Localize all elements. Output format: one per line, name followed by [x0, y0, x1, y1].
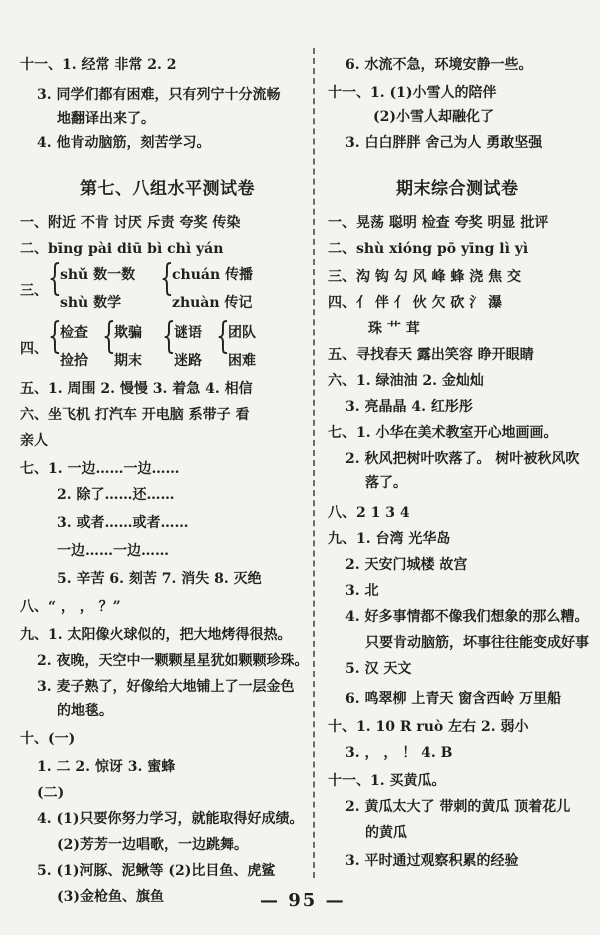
answer-line: 5. (1)河豚、泥鳅等 (2)比目鱼、虎鲨 — [37, 863, 276, 879]
answer-line: 3. 或者……或者…… — [57, 515, 189, 531]
answer-line: 期末 — [114, 353, 142, 369]
answer-line: 的黄瓜 — [365, 825, 407, 841]
answer-line: (2)小雪人却融化了 — [373, 109, 494, 125]
answer-line: 三、沟 钩 勾 风 峰 蜂 浇 焦 交 — [328, 269, 521, 285]
brace-icon: { — [48, 258, 62, 299]
answer-line: shǔ 数一数 — [60, 267, 136, 283]
answer-line: 3. 北 — [345, 583, 379, 599]
answer-line: 只要肯动脑筋，坏事往往能变成好事 — [365, 635, 589, 651]
answer-line: 迷路 — [174, 353, 202, 369]
answer-line: 3. 麦子熟了，好像给大地铺上了一层金色 — [37, 679, 295, 695]
answer-line: 2. 秋风把树叶吹落了。 树叶被秋风吹 — [345, 451, 580, 467]
answer-line: (二) — [37, 785, 65, 801]
answer-line: 3. 亮晶晶 4. 红彤彤 — [345, 399, 473, 415]
answer-line: 珠 艹 茸 — [368, 321, 420, 337]
answer-line: 地翻译出来了。 — [57, 111, 155, 127]
section-title: 期末综合测试卷 — [396, 179, 519, 199]
page-number: — 95 — — [260, 890, 346, 911]
answer-line: 二、bīng pài diū bì chì yán — [20, 241, 224, 257]
answer-line: 一、晃荡 聪明 检查 夸奖 明显 批评 — [328, 215, 549, 231]
answer-line: 3. 同学们都有困难，只有列宁十分流畅 — [37, 87, 281, 103]
answer-line: 八、2 1 3 4 — [328, 505, 410, 521]
answer-line: 一边……一边…… — [57, 543, 169, 559]
answer-line: 一、附近 不肯 讨厌 斥责 夸奖 传染 — [20, 215, 241, 231]
answer-line: 落了。 — [365, 475, 407, 491]
answer-line: 2. 夜晚，天空中一颗颗星星犹如颗颗珍珠。 — [37, 653, 309, 669]
answer-label: 四、 — [20, 341, 48, 357]
brace-icon: { — [162, 316, 176, 357]
answer-line: 六、坐飞机 打汽车 开电脑 系带子 看 — [20, 407, 250, 423]
brace-icon: { — [160, 258, 174, 299]
answer-line: 2. 黄瓜太大了 带刺的黄瓜 顶着花儿 — [345, 799, 571, 815]
section-title: 第七、八组水平测试卷 — [80, 179, 255, 199]
answer-line: 十一、1. (1)小雪人的陪伴 — [328, 85, 497, 101]
answer-line: 团队 — [228, 325, 256, 341]
answer-line: 2. 天安门城楼 故宫 — [345, 557, 468, 573]
answer-line: 十一、1. 买黄瓜。 — [328, 773, 446, 789]
answer-line: 欺骗 — [114, 325, 142, 341]
answer-line: 七、1. 一边……一边…… — [20, 461, 180, 477]
answer-line: 十、(一) — [20, 731, 76, 747]
brace-icon: { — [102, 316, 116, 357]
answer-line: 的地毯。 — [57, 703, 113, 719]
answer-line: 3. 平时通过观察积累的经验 — [345, 853, 519, 869]
answer-line: 4. 他肯动脑筋，刻苦学习。 — [37, 135, 211, 151]
answer-line: 5. 辛苦 6. 刻苦 7. 消失 8. 灭绝 — [57, 571, 262, 587]
answer-line: 七、1. 小华在美术教室开心地画画。 — [328, 425, 558, 441]
answer-line: 八、“ ， ， ？” — [20, 599, 121, 615]
brace-icon: { — [48, 316, 62, 357]
answer-line: 九、1. 台湾 光华岛 — [328, 531, 451, 547]
answer-line: 十、1. 10 R ruò 左右 2. 弱小 — [328, 719, 529, 735]
answer-line: 2. 除了……还…… — [57, 487, 175, 503]
answer-line: 五、寻找春天 露出笑容 睁开眼睛 — [328, 347, 534, 363]
answer-line: chuán 传播 — [172, 267, 254, 283]
answer-line: 六、1. 绿油油 2. 金灿灿 — [328, 373, 484, 389]
answer-line: 3. ， ， ！ 4. B — [345, 745, 453, 761]
answer-line: 4. 好多事情都不像我们想象的那么糟。 — [345, 609, 589, 625]
answer-line: 捡拾 — [60, 353, 88, 369]
answer-line: 5. 汉 天文 — [345, 661, 412, 677]
answer-line: 谜语 — [174, 325, 202, 341]
answer-line: zhuàn 传记 — [172, 295, 253, 311]
answer-line: 五、1. 周围 2. 慢慢 3. 着急 4. 相信 — [20, 381, 253, 397]
answer-line: 4. (1)只要你努力学习，就能取得好成绩。 — [37, 811, 304, 827]
answer-line: shù 数学 — [60, 295, 122, 311]
column-divider — [313, 48, 315, 878]
answer-line: 1. 二 2. 惊讶 3. 蜜蜂 — [37, 759, 176, 775]
brace-icon: { — [216, 316, 230, 357]
answer-line: 十一、1. 经常 非常 2. 2 — [20, 57, 177, 73]
answer-label: 三、 — [20, 283, 48, 299]
answer-line: 6. 水流不急，环境安静一些。 — [345, 57, 533, 73]
answer-line: 二、shù xióng pō yīng lì yì — [328, 241, 529, 257]
answer-line: 亲人 — [20, 433, 48, 449]
answer-line: 困难 — [228, 353, 256, 369]
answer-line: (2)芳芳一边唱歌，一边跳舞。 — [57, 837, 248, 853]
answer-line: (3)金枪鱼、旗鱼 — [57, 889, 164, 905]
answer-line: 6. 鸣翠柳 上青天 窗含西岭 万里船 — [345, 691, 562, 707]
answer-line: 九、1. 太阳像火球似的，把大地烤得很热。 — [20, 627, 292, 643]
answer-line: 四、亻 伴 亻 伙 欠 砍 氵 瀑 — [328, 295, 503, 311]
answer-line: 检查 — [60, 325, 88, 341]
answer-line: 3. 白白胖胖 舍己为人 勇敢坚强 — [345, 135, 543, 151]
